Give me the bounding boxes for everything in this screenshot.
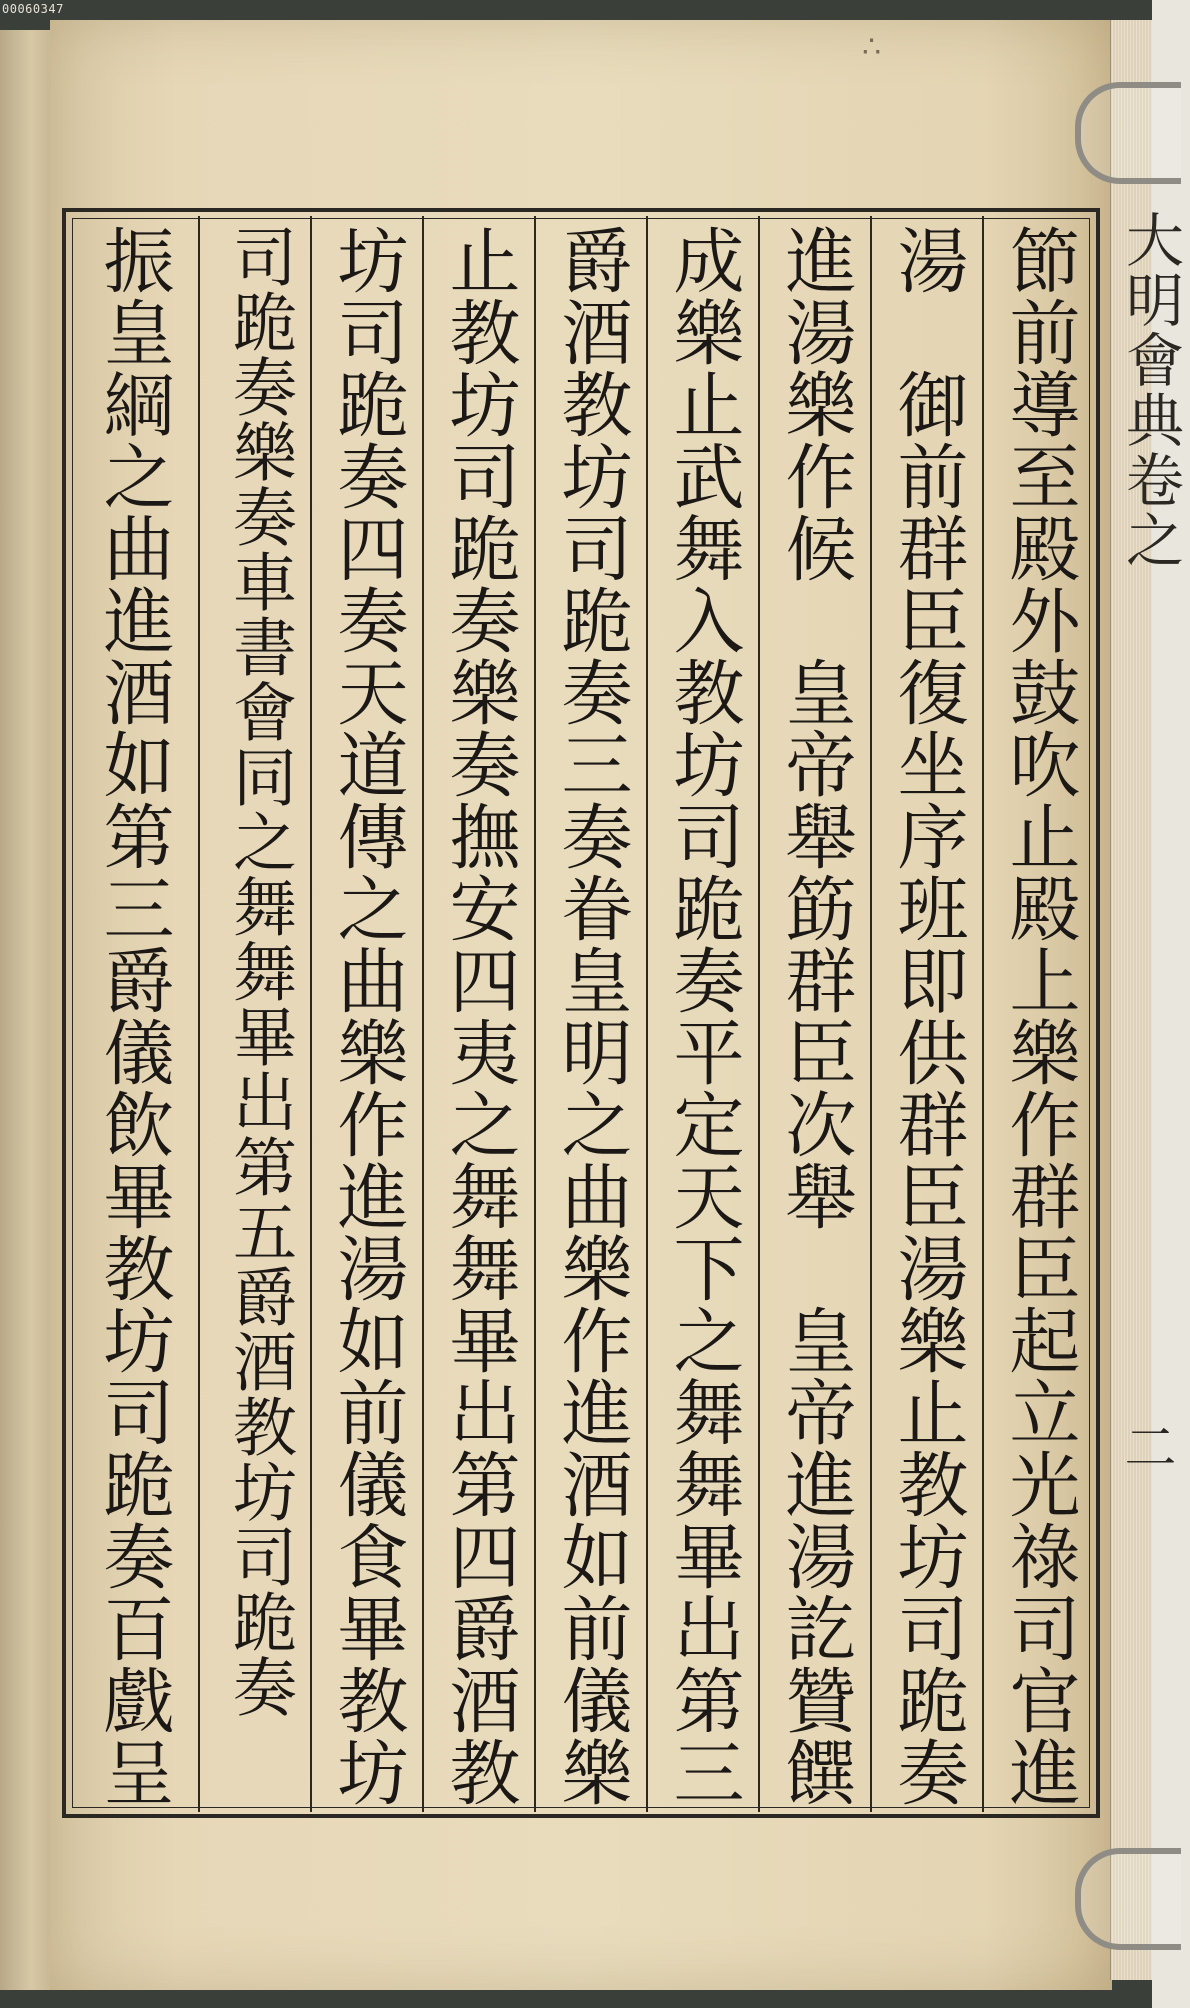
page-edge-title: 大明會典卷之 bbox=[1116, 210, 1184, 570]
column-text: 節前導至殿外鼓吹止殿上樂作群臣起立光祿司官進 bbox=[998, 224, 1081, 1808]
text-column-3 bbox=[758, 216, 869, 1812]
column-text: 坊司跪奏四奏天道傳之曲樂作進湯如前儀食畢教坊 bbox=[326, 224, 409, 1808]
text-column-8 bbox=[198, 216, 309, 1812]
facing-page-edge bbox=[0, 30, 54, 1990]
column-text: 振皇綱之曲進酒如第三爵儀飲畢教坊司跪奏百戲呈 bbox=[92, 224, 175, 1808]
text-column-4 bbox=[646, 216, 757, 1812]
column-text: 爵酒教坊司跪奏三奏眷皇明之曲樂作進酒如前儀樂 bbox=[550, 224, 633, 1808]
column-text: 湯 御前群臣復坐序班即供群臣湯樂止教坊司跪奏 bbox=[886, 224, 969, 1808]
text-column-7 bbox=[310, 216, 421, 1812]
text-column-5 bbox=[534, 216, 645, 1812]
scan-id-stamp: 00060347 bbox=[2, 2, 64, 16]
column-text: 司跪奏樂奏車書會同之舞舞畢出第五爵酒教坊司跪奏 bbox=[222, 224, 296, 1719]
binder-clip-bottom bbox=[1075, 1848, 1181, 1950]
leaf-number: 二 bbox=[1115, 1420, 1175, 1472]
text-column-9 bbox=[76, 216, 187, 1812]
column-text: 成樂止武舞入教坊司跪奏平定天下之舞舞畢出第三 bbox=[662, 224, 745, 1808]
binder-clip-top bbox=[1075, 82, 1181, 184]
text-frame bbox=[62, 208, 1100, 1818]
column-text: 止教坊司跪奏樂奏撫安四夷之舞舞畢出第四爵酒教 bbox=[438, 224, 521, 1808]
text-column-1 bbox=[982, 216, 1093, 1812]
column-text: 進湯樂作候 皇帝舉筯群臣次舉 皇帝進湯訖贊饌 bbox=[774, 224, 857, 1808]
text-column-2 bbox=[870, 216, 981, 1812]
text-column-6 bbox=[422, 216, 533, 1812]
ink-mark: ∴ bbox=[862, 30, 882, 65]
